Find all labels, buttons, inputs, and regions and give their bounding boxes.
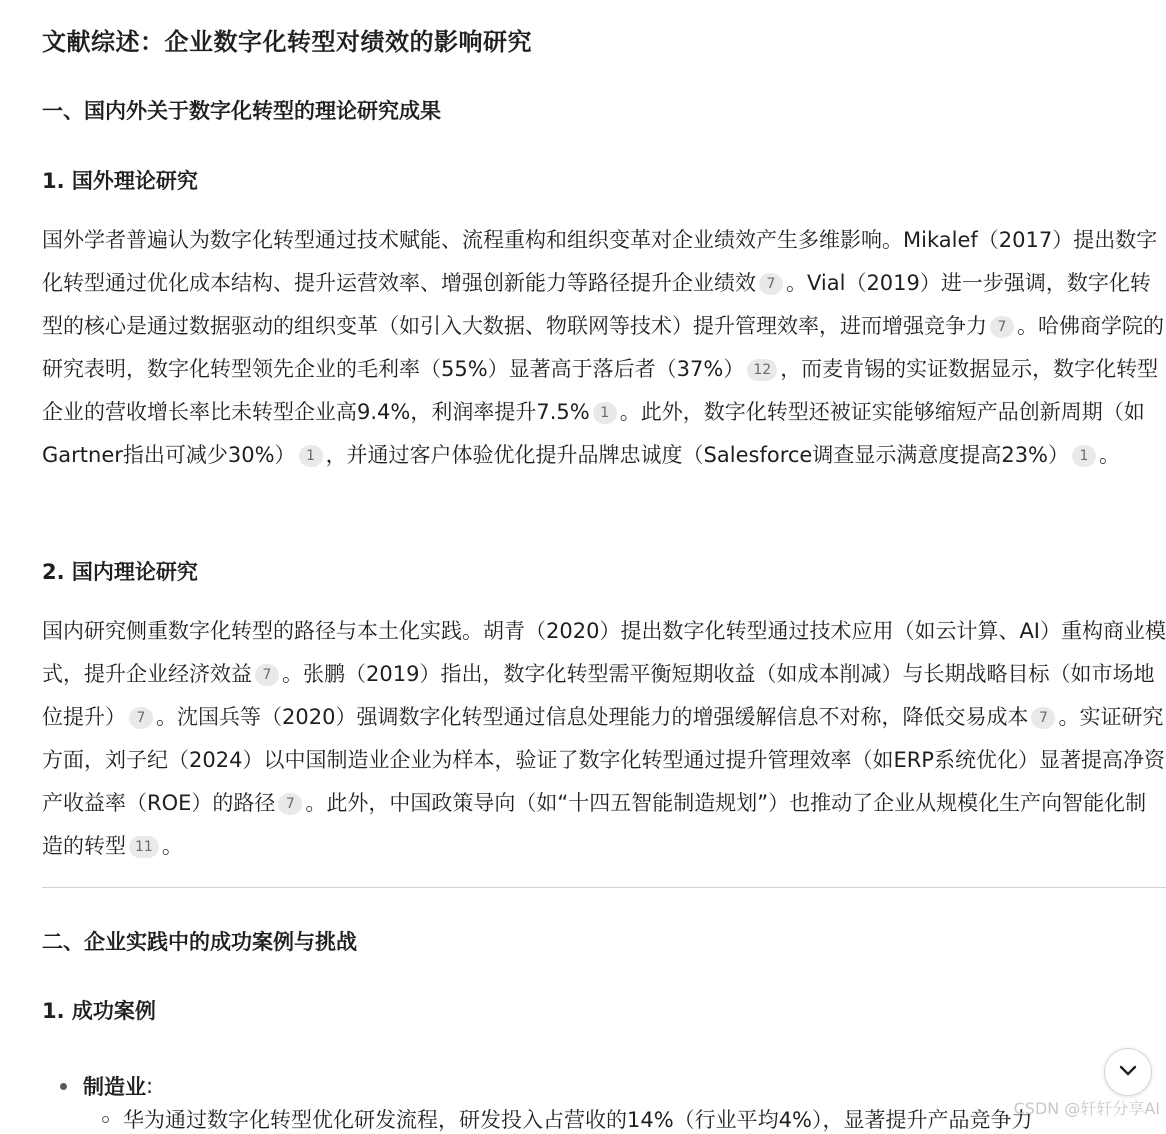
section-heading-1: 一、国内外关于数字化转型的理论研究成果 xyxy=(42,99,441,123)
subsection-heading-foreign: 1. 国外理论研究 xyxy=(42,169,198,193)
bullet-dot-icon xyxy=(60,1083,67,1090)
citation-badge[interactable]: 7 xyxy=(759,273,783,295)
text-segment: 。此外，数字化转型还被证实能够缩短产品创新周期（如Gartner指出可减少30%） xyxy=(42,400,1145,467)
citation-badge[interactable]: 7 xyxy=(990,316,1014,338)
list-item-manufacturing xyxy=(60,1071,153,1101)
text-segment: 国内研究侧重数字化转型的路径与本土化实践。胡青（2020）提出数字化转型通过技术应用（如云计算、AI）重构商业模式，提升企业经济效益 xyxy=(42,619,1166,686)
sub-list-item-text: 华为通过数字化转型优化研发流程，研发投入占营收的14%（行业平均4%），显著提升产品竞争力 xyxy=(123,1108,1033,1132)
paragraph-domestic xyxy=(42,610,1166,868)
text-segment: 。 xyxy=(161,834,183,858)
citation-badge[interactable]: 1 xyxy=(593,402,617,424)
chevron-down-icon xyxy=(1117,1059,1139,1085)
page-title: 文献综述：企业数字化转型对绩效的影响研究 xyxy=(42,28,532,56)
text-segment: 。实证研究方面，刘子纪（2024）以中国制造业企业为样本，验证了数字化转型通过提升管理效率（如ERP系统优化）显著提高净资产收益率（ROE）的路径 xyxy=(42,705,1165,815)
citation-badge[interactable]: 1 xyxy=(1072,445,1096,467)
citation-badge[interactable]: 7 xyxy=(278,793,302,815)
citation-badge[interactable]: 11 xyxy=(129,836,159,858)
text-segment: ，并通过客户体验优化提升品牌忠诚度（Salesforce调查显示满意度提高23%） xyxy=(325,443,1070,467)
text-segment: 国外学者普遍认为数字化转型通过技术赋能、流程重构和组织变革对企业绩效产生多维影响。Mikalef（2017）提出数字化转型通过优化成本结构、提升运营效率、增强创新能力等路径提升企业绩效 xyxy=(42,228,1158,295)
list-item-label: 制造业 xyxy=(83,1075,146,1099)
citation-badge[interactable]: 7 xyxy=(1031,707,1055,729)
scroll-down-button[interactable] xyxy=(1104,1048,1152,1096)
text-segment: ，而麦肯锡的实证数据显示，数字化转型企业的营收增长率比未转型企业高9.4%，利润率提升7.5% xyxy=(42,357,1159,424)
text-segment: 。张鹏（2019）指出，数字化转型需平衡短期收益（如成本削减）与长期战略目标（如市场地位提升） xyxy=(42,662,1155,729)
section-heading-2: 二、企业实践中的成功案例与挑战 xyxy=(42,930,357,954)
subsection-heading-domestic: 2. 国内理论研究 xyxy=(42,560,198,584)
citation-badge[interactable]: 1 xyxy=(299,445,323,467)
subsection-heading-cases: 1. 成功案例 xyxy=(42,999,156,1023)
paragraph-foreign xyxy=(42,219,1166,477)
list-item-colon: : xyxy=(146,1074,154,1098)
text-segment: 。 xyxy=(1099,443,1121,467)
citation-badge[interactable]: 7 xyxy=(255,664,279,686)
section-divider xyxy=(42,887,1166,888)
text-segment: 。Vial（2019）进一步强调，数字化转型的核心是通过数据驱动的组织变革（如引入大数据、物联网等技术）提升管理效率，进而增强竞争力 xyxy=(42,271,1151,338)
text-segment: 。沈国兵等（2020）强调数字化转型通过信息处理能力的增强缓解信息不对称，降低交易成本 xyxy=(156,705,1029,729)
citation-badge[interactable]: 12 xyxy=(747,359,777,381)
sub-list-item xyxy=(102,1104,1033,1134)
text-segment: 。哈佛商学院的研究表明，数字化转型领先企业的毛利率（55%）显著高于落后者（37%） xyxy=(42,314,1164,381)
watermark: CSDN @轩轩分享AI xyxy=(1013,1099,1160,1118)
bullet-ring-icon xyxy=(102,1116,109,1123)
text-segment: 。此外，中国政策导向（如“十四五智能制造规划”）也推动了企业从规模化生产向智能化制造的转型 xyxy=(42,791,1147,858)
citation-badge[interactable]: 7 xyxy=(129,707,153,729)
